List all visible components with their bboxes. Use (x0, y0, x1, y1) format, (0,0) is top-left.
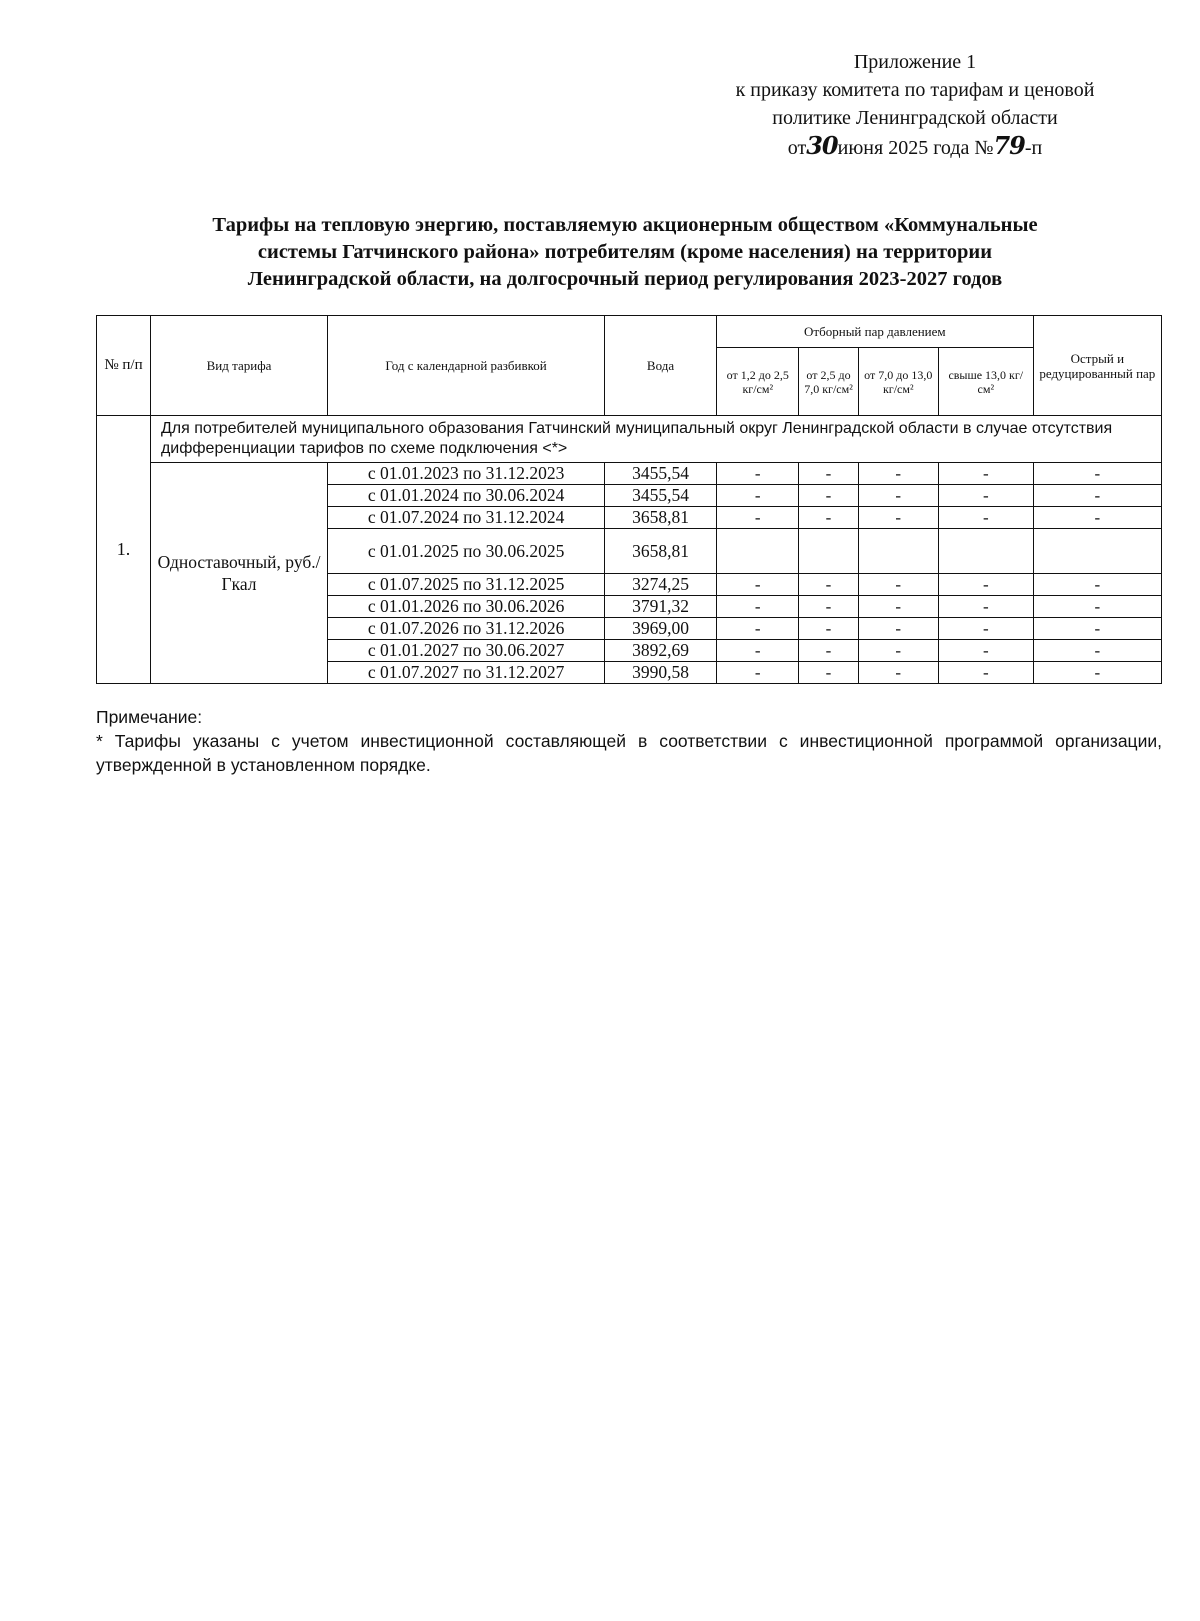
date-prefix: от (787, 137, 807, 159)
title-line-2: системы Гатчинского района» потребителям (кроме населения) на территории (257, 241, 993, 263)
appendix-line-2: к приказу комитета по тарифам и ценовой (735, 79, 1095, 101)
steam-2-value: - (799, 507, 858, 529)
steam-4-value: - (938, 618, 1033, 640)
sharp-steam-value: - (1033, 463, 1161, 485)
document-title (110, 212, 1140, 293)
period: с 01.01.2023 по 31.12.2023 (328, 463, 605, 485)
appendix-date-line (690, 132, 1140, 162)
steam-4-value: - (938, 662, 1033, 684)
period: с 01.01.2026 по 30.06.2026 (328, 596, 605, 618)
table-row (97, 463, 1162, 485)
steam-1-value: - (717, 485, 799, 507)
appendix-header (690, 48, 1140, 162)
appendix-line-1: Приложение 1 (853, 51, 977, 73)
water-value: 3658,81 (605, 507, 717, 529)
sharp-steam-value: - (1033, 640, 1161, 662)
header-steam-3: от 7,0 до 13,0 кг/см² (858, 348, 938, 416)
sharp-steam-value: - (1033, 507, 1161, 529)
tariff-table (96, 315, 1162, 684)
consumer-group: Для потребителей муниципального образования Гатчинский муниципальный округ Ленинградской области в случае отсутствия дифференциации тарифов по схеме подключения <*> (150, 416, 1161, 463)
period: с 01.07.2024 по 31.12.2024 (328, 507, 605, 529)
steam-4-value (938, 529, 1033, 574)
steam-2-value: - (799, 662, 858, 684)
steam-3-value: - (858, 574, 938, 596)
steam-3-value: - (858, 640, 938, 662)
steam-3-value (858, 529, 938, 574)
steam-1-value: - (717, 574, 799, 596)
steam-4-value: - (938, 596, 1033, 618)
note-label: Примечание: (96, 707, 203, 727)
water-value: 3892,69 (605, 640, 717, 662)
period: с 01.01.2024 по 30.06.2024 (328, 485, 605, 507)
steam-1-value: - (717, 640, 799, 662)
sharp-steam-value: - (1033, 485, 1161, 507)
steam-2-value: - (799, 574, 858, 596)
header-year: Год с календарной разбивкой (328, 316, 605, 416)
steam-4-value: - (938, 574, 1033, 596)
row-number: 1. (97, 416, 151, 684)
sharp-steam-value: - (1033, 662, 1161, 684)
appendix-line-3: политике Ленинградской области (772, 107, 1058, 129)
header-steam-4: свыше 13,0 кг/см² (938, 348, 1033, 416)
steam-3-value: - (858, 662, 938, 684)
steam-2-value (799, 529, 858, 574)
sharp-steam-value: - (1033, 574, 1161, 596)
sharp-steam-value (1033, 529, 1161, 574)
handwritten-day: 30 (806, 131, 838, 160)
steam-1-value: - (717, 618, 799, 640)
number-suffix: -п (1024, 137, 1043, 159)
steam-2-value: - (799, 463, 858, 485)
steam-4-value: - (938, 485, 1033, 507)
header-tariff-type: Вид тарифа (150, 316, 327, 416)
steam-4-value: - (938, 507, 1033, 529)
sharp-steam-value: - (1033, 596, 1161, 618)
steam-3-value: - (858, 618, 938, 640)
steam-1-value: - (717, 463, 799, 485)
water-value: 3990,58 (605, 662, 717, 684)
tariff-type: Одноставочный, руб./Гкал (150, 463, 327, 684)
period: с 01.01.2025 по 30.06.2025 (328, 529, 605, 574)
period: с 01.07.2026 по 31.12.2026 (328, 618, 605, 640)
water-value: 3455,54 (605, 485, 717, 507)
water-value: 3658,81 (605, 529, 717, 574)
date-middle: июня 2025 года № (837, 137, 994, 159)
steam-2-value: - (799, 618, 858, 640)
header-steam-2: от 2,5 до 7,0 кг/см² (799, 348, 858, 416)
steam-3-value: - (858, 596, 938, 618)
header-water: Вода (605, 316, 717, 416)
footnote (96, 705, 1162, 777)
steam-3-value: - (858, 463, 938, 485)
steam-2-value: - (799, 640, 858, 662)
water-value: 3791,32 (605, 596, 717, 618)
header-sharp-steam: Острый и редуцированный пар (1033, 316, 1161, 416)
water-value: 3455,54 (605, 463, 717, 485)
period: с 01.07.2027 по 31.12.2027 (328, 662, 605, 684)
period: с 01.01.2027 по 30.06.2027 (328, 640, 605, 662)
steam-1-value (717, 529, 799, 574)
title-line-1: Тарифы на тепловую энергию, поставляемую акционерным обществом «Коммунальные (212, 214, 1038, 236)
header-num: № п/п (97, 316, 151, 416)
note-text: * Тарифы указаны с учетом инвестиционной составляющей в соответствии с инвестиционной программой организации, утвержденной в установленном порядке. (96, 731, 1162, 775)
header-steam-group: Отборный пар давлением (717, 316, 1034, 348)
water-value: 3969,00 (605, 618, 717, 640)
water-value: 3274,25 (605, 574, 717, 596)
steam-1-value: - (717, 662, 799, 684)
steam-3-value: - (858, 507, 938, 529)
steam-4-value: - (938, 463, 1033, 485)
period: с 01.07.2025 по 31.12.2025 (328, 574, 605, 596)
steam-2-value: - (799, 485, 858, 507)
steam-1-value: - (717, 596, 799, 618)
steam-2-value: - (799, 596, 858, 618)
handwritten-number: 79 (993, 131, 1025, 160)
steam-3-value: - (858, 485, 938, 507)
header-steam-1: от 1,2 до 2,5 кг/см² (717, 348, 799, 416)
steam-1-value: - (717, 507, 799, 529)
steam-4-value: - (938, 640, 1033, 662)
title-line-3: Ленинградской области, на долгосрочный период регулирования 2023-2027 годов (247, 268, 1003, 290)
sharp-steam-value: - (1033, 618, 1161, 640)
